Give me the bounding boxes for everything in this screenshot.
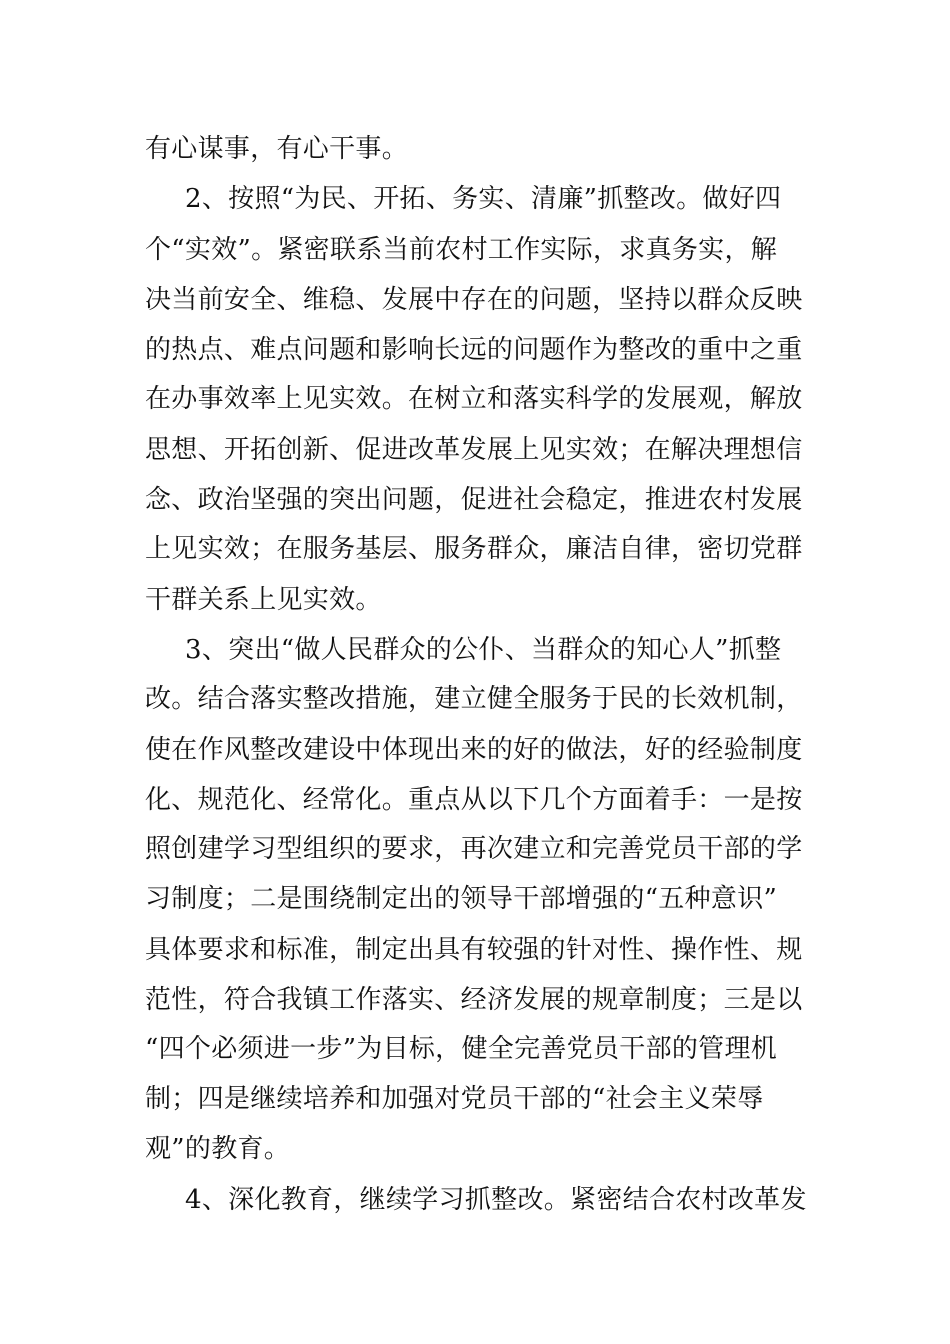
paragraph-3-line-11: 观”的教育。 (145, 1134, 291, 1164)
paragraph-2-line-2: 个“实效”。紧密联系当前农村工作实际，求真务实，解 (145, 235, 778, 265)
paragraph-3-line-5: 照创建学习型组织的要求，再次建立和完善党员干部的学 (145, 834, 803, 864)
paragraph-3-line-1: 3、突出“做人民群众的公仆、当群众的知心人”抓整 (185, 635, 782, 665)
paragraph-2-line-5: 在办事效率上见实效。在树立和落实科学的发展观，解放 (145, 384, 803, 414)
paragraph-2-line-4: 的热点、难点问题和影响长远的问题作为整改的重中之重 (145, 335, 803, 365)
paragraph-2-line-6: 思想、开拓创新、促进改革发展上见实效；在解决理想信 (145, 435, 803, 465)
paragraph-3-line-9: “四个必须进一步”为目标，健全完善党员干部的管理机 (145, 1034, 778, 1064)
paragraph-3-line-7: 具体要求和标准，制定出具有较强的针对性、操作性、规 (145, 935, 803, 965)
paragraph-3-line-8: 范性，符合我镇工作落实、经济发展的规章制度；三是以 (145, 985, 803, 1015)
paragraph-2-line-9: 干群关系上见实效。 (145, 585, 382, 615)
paragraph-3-line-3: 使在作风整改建设中体现出来的好的做法，好的经验制度 (145, 735, 803, 765)
paragraph-1-line-1: 有心谋事，有心干事。 (145, 134, 409, 164)
paragraph-2-line-1: 2、按照“为民、开拓、务实、清廉”抓整改。做好四 (185, 184, 782, 214)
paragraph-2-line-8: 上见实效；在服务基层、服务群众，廉洁自律，密切党群 (145, 534, 803, 564)
paragraph-3-line-4: 化、规范化、经常化。重点从以下几个方面着手：一是按 (145, 785, 803, 815)
paragraph-4-line-1: 4、深化教育，继续学习抓整改。紧密结合农村改革发 (185, 1185, 807, 1215)
paragraph-2-line-3: 决当前安全、维稳、发展中存在的问题，坚持以群众反映 (145, 285, 803, 315)
paragraph-2-line-7: 念、政治坚强的突出问题，促进社会稳定，推进农村发展 (145, 485, 803, 515)
paragraph-3-line-6: 习制度；二是围绕制定出的领导干部增强的“五种意识” (145, 884, 778, 914)
paragraph-3-line-10: 制；四是继续培养和加强对党员干部的“社会主义荣辱 (145, 1084, 764, 1114)
paragraph-3-line-2: 改。结合落实整改措施，建立健全服务于民的长效机制， (145, 684, 803, 714)
